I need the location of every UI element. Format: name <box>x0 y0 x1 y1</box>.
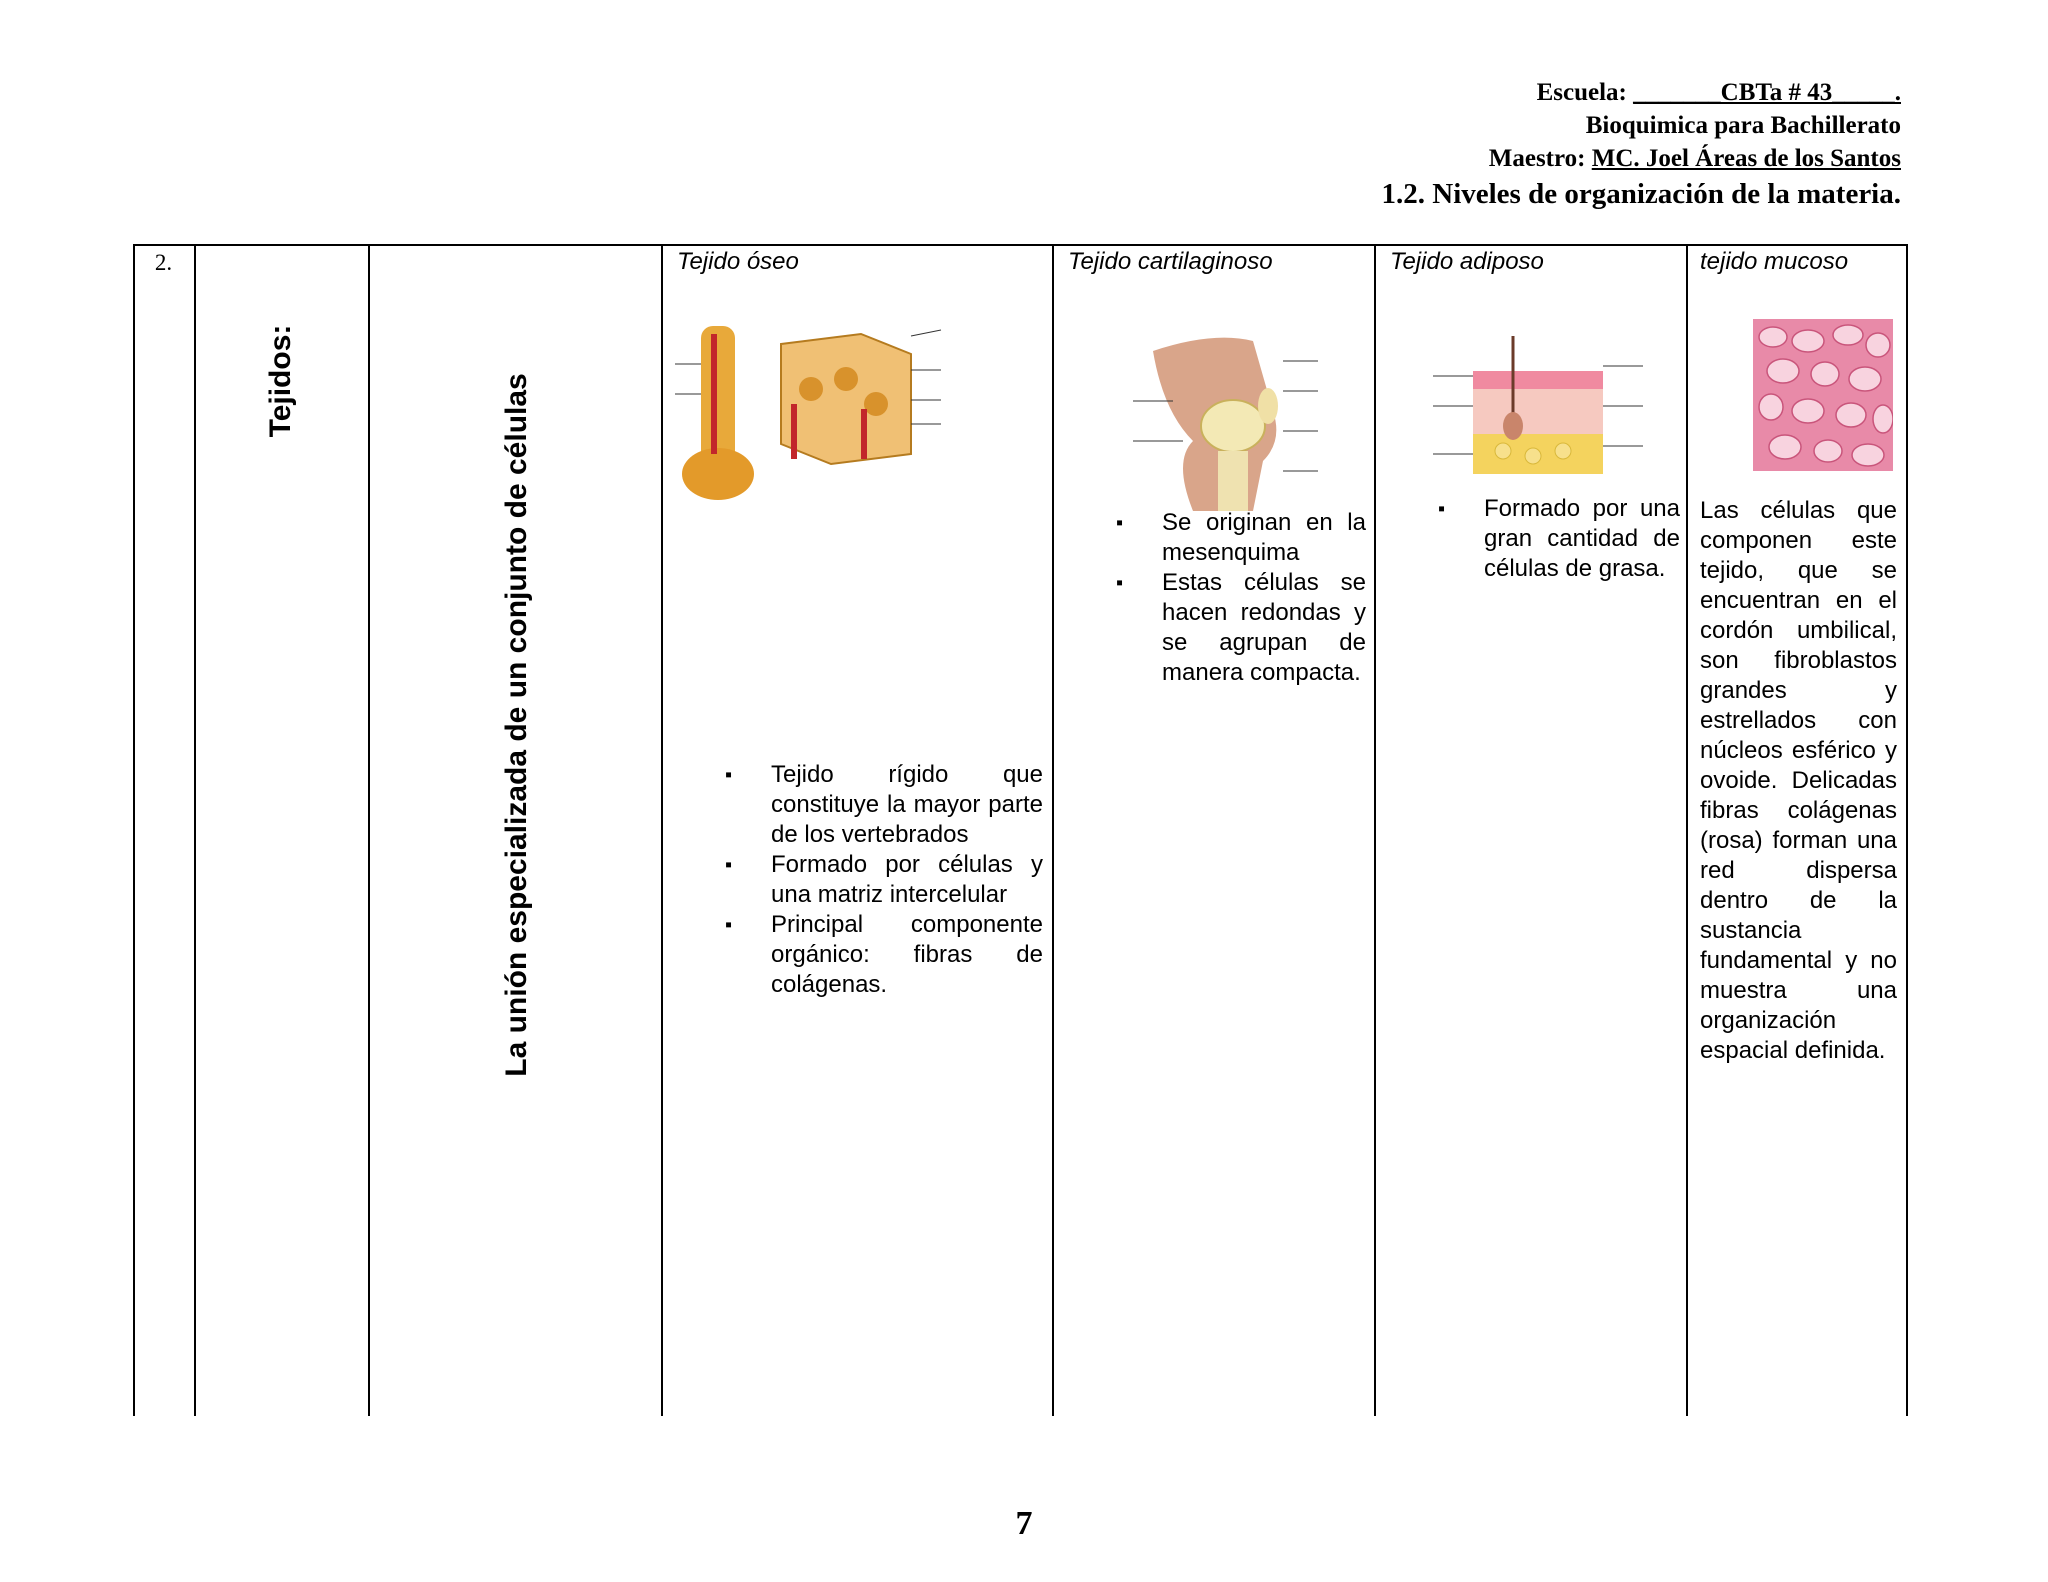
list-item: ▪ Estas células se hacen redondas y se agrupan de manera compacta. <box>1116 568 1366 688</box>
row-number: 2. <box>154 250 173 275</box>
oseo-bullet-list <box>725 760 1043 1000</box>
bone-diagram-image <box>671 314 1081 514</box>
table-border-right <box>1906 246 1908 1416</box>
column-title-adiposo: Tejido adiposo <box>1390 248 1544 275</box>
list-item: ▪ Formado por una gran cantidad de células de grasa. <box>1438 494 1680 584</box>
knee-joint <box>1201 400 1265 452</box>
column-divider <box>194 246 196 1416</box>
hair-follicle <box>1503 412 1523 440</box>
bone-block <box>781 334 911 464</box>
mucous-micrograph-image <box>1753 319 1893 471</box>
fat-cell <box>1525 448 1541 464</box>
mucoso-description: Las células que componen este tejido, que se encuentran en el cordón umbilical, son fibroblastos grandes y estrellados con núcleos esférico y ovoide. Delicadas fibras colágenas (rosa) forman una red dispersa dentro de la sustancia fundamental y no muestra una organización espacial definida. <box>1700 497 1897 1064</box>
document-header <box>1382 76 1902 213</box>
adiposo-bullet-list <box>1438 494 1680 584</box>
patella-bone <box>1258 388 1278 424</box>
osteon-circle <box>834 367 858 391</box>
teacher-label: Maestro: <box>1488 145 1586 172</box>
tissue-table <box>133 244 1908 1416</box>
epidermis-layer <box>1473 371 1603 389</box>
dermis-layer <box>1473 389 1603 434</box>
cartilaginoso-bullet-list <box>1116 508 1366 688</box>
school-line <box>1382 76 1902 109</box>
topic-title: 1.2. Niveles de organización de la materia. <box>1381 178 1901 210</box>
column-divider <box>661 246 663 1416</box>
definition-text: La unión especializada de un conjunto de células <box>500 373 533 1077</box>
column-divider <box>368 246 370 1416</box>
skin-diagram-image <box>1433 326 1663 486</box>
bone-shaft <box>701 326 735 466</box>
tibia-bone <box>1218 451 1248 511</box>
bone-head <box>682 448 754 500</box>
column-divider <box>1686 246 1688 1416</box>
blood-vessel <box>791 404 797 459</box>
column-divider <box>1374 246 1376 1416</box>
list-item: ▪ Se originan en la mesenquima <box>1116 508 1366 568</box>
osteon-circle <box>864 392 888 416</box>
blood-vessel <box>711 334 717 454</box>
knee-diagram-image <box>1133 321 1333 521</box>
concept-label: Tejidos: <box>264 324 297 438</box>
column-title-cartilaginoso: Tejido cartilaginoso <box>1068 248 1273 275</box>
fat-cell <box>1555 443 1571 459</box>
school-label: Escuela: <box>1536 79 1627 106</box>
teacher-line <box>1382 142 1902 175</box>
label-leader <box>911 330 941 336</box>
list-item: ▪ Principal componente orgánico: fibras de colágenas. <box>725 910 1043 1000</box>
osteon-circle <box>799 377 823 401</box>
list-item: ▪ Formado por células y una matriz intercelular <box>725 850 1043 910</box>
column-title-mucoso: tejido mucoso <box>1700 248 1849 275</box>
list-item: ▪ Tejido rígido que constituye la mayor parte de los vertebrados <box>725 760 1043 850</box>
column-title-oseo: Tejido óseo <box>677 248 799 275</box>
blood-vessel <box>861 409 867 459</box>
fat-cell <box>1495 443 1511 459</box>
school-value: _______CBTa # 43_____. <box>1633 79 1901 106</box>
page-number: 7 <box>1015 1505 1033 1542</box>
teacher-value: MC. Joel Áreas de los Santos <box>1591 145 1901 172</box>
table-border-left <box>133 246 135 1416</box>
course-line: Bioquimica para Bachillerato <box>1585 112 1901 139</box>
